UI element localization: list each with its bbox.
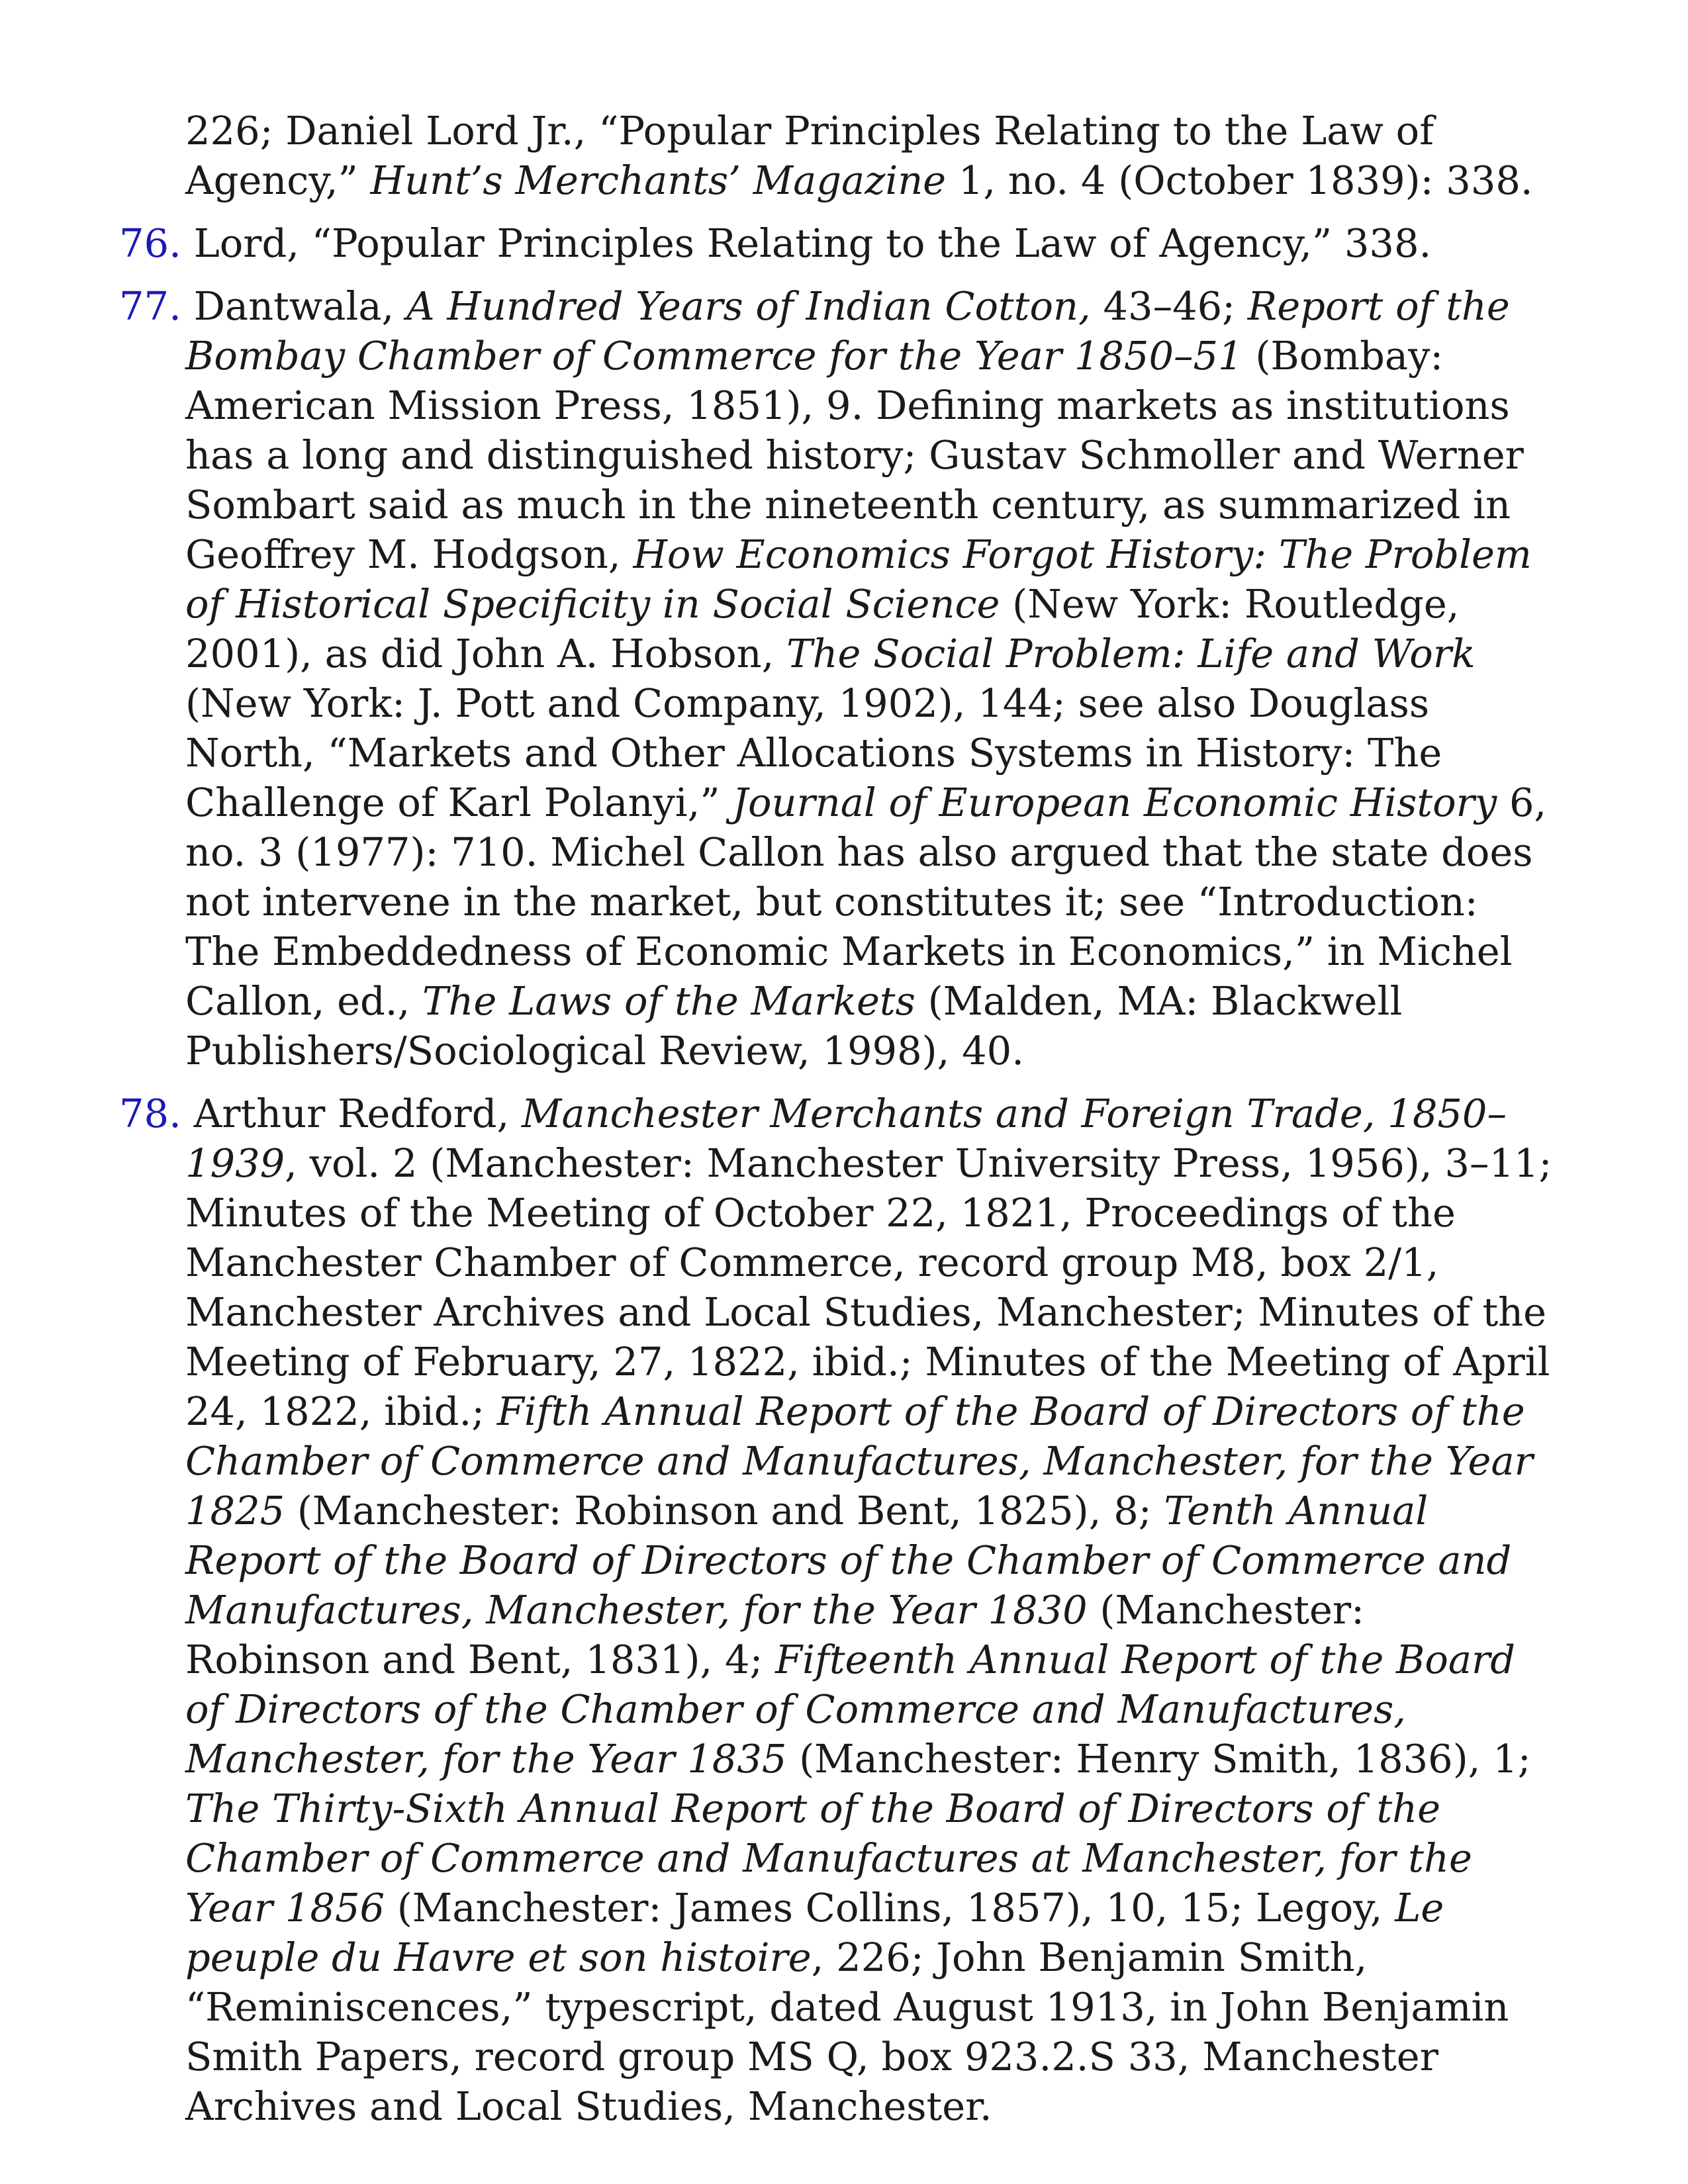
title-italic: The Laws of the Markets bbox=[422, 978, 915, 1024]
title-italic: A Hundred Years of Indian Cotton, bbox=[406, 283, 1091, 329]
text: (Malden, MA: Blackwell Publishers/Sociological Review, 1998), 40. bbox=[185, 978, 1403, 1073]
note-number-link[interactable]: 77. bbox=[119, 283, 181, 329]
title-italic: Manchester Merchants and Foreign Trade, 1850–1939 bbox=[185, 1091, 1507, 1186]
text: Dantwala, bbox=[181, 283, 407, 329]
note-78 bbox=[119, 1089, 1556, 2131]
title-italic: Report of the Bombay Chamber of Commerce for the Year 1850–51 bbox=[185, 283, 1510, 379]
note-76 bbox=[119, 218, 1556, 268]
text: 6, no. 3 (1977): 710. Michel Callon has also argued that the state does not intervene in the market, but constitutes it; see “Introduction: The Embeddedness of Economic Markets in Economics,” in Michel Callon, ed., bbox=[185, 780, 1547, 1024]
text: (Manchester: Robinson and Bent, 1825), 8; bbox=[285, 1488, 1164, 1533]
title-italic: The Social Problem: Life and Work bbox=[786, 631, 1476, 676]
text: (New York: Routledge, 2001), as did John A. Hobson, bbox=[185, 581, 1460, 676]
title-italic: Fifteenth Annual Report of the Board of Directors of the Chamber of Commerce and Manufactures, Manchester, for the Year 1835 bbox=[185, 1637, 1516, 1782]
text: Arthur Redford, bbox=[181, 1091, 522, 1136]
note-77 bbox=[119, 281, 1556, 1075]
title-italic: The Thirty-Sixth Annual Report of the Board of Directors of the Chamber of Commerce and Manufactures at Manchester, for the Year 1856 bbox=[185, 1786, 1472, 1931]
title-italic: Hunt’s Merchants’ Magazine bbox=[370, 158, 947, 203]
text: (Manchester: Robinson and Bent, 1831), 4; bbox=[185, 1587, 1364, 1682]
text: Lord, “Popular Principles Relating to the Law of Agency,” 338. bbox=[181, 220, 1432, 266]
text: , vol. 2 (Manchester: Manchester University Press, 1956), 3–11; Minutes of the Meeting of October 22, 1821, Proceedings of the Manchester Chamber of Commerce, record group M8, box 2/1, Manchester Archives and Local Studies, Manchester; Minutes of the Meeting of February, 27, 1822, ibid.; Minutes of the Meeting of April 24, 1822, ibid.; bbox=[185, 1140, 1552, 1434]
endnotes bbox=[119, 106, 1556, 2144]
title-italic: Fifth Annual Report of the Board of Directors of the Chamber of Commerce and Manufactures, Manchester, for the Year 1825 bbox=[185, 1388, 1533, 1533]
title-italic: Tenth Annual Report of the Board of Directors of the Chamber of Commerce and Manufactures, Manchester, for the Year 1830 bbox=[185, 1488, 1512, 1633]
title-italic: Le peuple du Havre et son histoire bbox=[185, 1885, 1444, 1980]
text: 43–46; bbox=[1090, 283, 1248, 329]
text: (Manchester: James Collins, 1857), 10, 15; Legoy, bbox=[385, 1885, 1395, 1931]
text: (New York: J. Pott and Company, 1902), 144; see also Douglass North, “Markets and Other Allocations Systems in History: The Challenge of Karl Polanyi,” bbox=[185, 680, 1442, 825]
text: , 226; John Benjamin Smith, “Reminiscences,” typescript, dated August 1913, in John Benjamin Smith Papers, record group MS Q, box 923.2.S 33, Manchester Archives and Local Studies, Manchester. bbox=[185, 1934, 1509, 2129]
text: (Manchester: Henry Smith, 1836), 1; bbox=[786, 1736, 1531, 1782]
note-number-link[interactable]: 76. bbox=[119, 220, 181, 266]
text: (Bombay: American Mission Press, 1851), 9. Defining markets as institutions has a long and distinguished history; Gustav Schmoller and Werner Sombart said as much in the nineteenth century, as summarized in Geoffrey M. Hodgson, bbox=[185, 333, 1524, 577]
text: 226; Daniel Lord Jr., “Popular Principles Relating to the Law of Agency,” bbox=[185, 108, 1434, 203]
title-italic: Journal of European Economic History bbox=[732, 780, 1497, 825]
note-number-link[interactable]: 78. bbox=[119, 1091, 181, 1136]
title-italic: How Economics Forgot History: The Problem of Historical Specificity in Social Science bbox=[185, 531, 1532, 627]
text: 1, no. 4 (October 1839): 338. bbox=[946, 158, 1533, 203]
note-75-continuation bbox=[119, 106, 1556, 205]
